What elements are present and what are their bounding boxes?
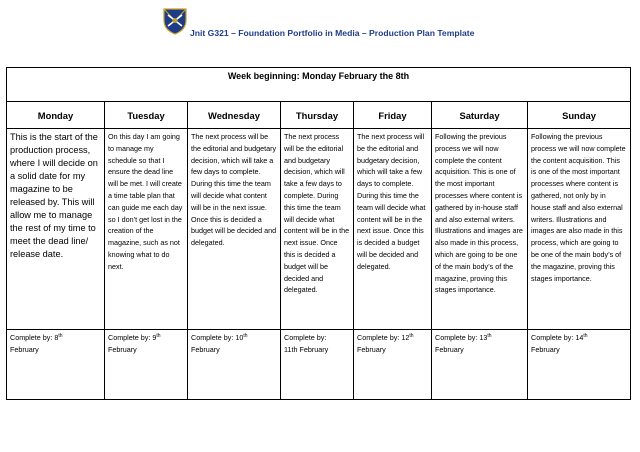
saturday-complete-by <box>432 330 528 400</box>
complete-by-month: February <box>108 344 137 354</box>
day-header-friday: Friday <box>354 102 432 129</box>
day-header-saturday: Saturday <box>432 102 528 129</box>
saturday-description: Following the previous process we will now complete the content acquisition. This is one of the most important processes where content is gathered by in-house staff and also external writers. Illustrations and images are also made in this process, which are going to be one of the main body’s of the magazine, proving this stages importance. <box>432 129 528 330</box>
complete-by-month: 11th February <box>284 344 329 354</box>
complete-by-month: February <box>435 344 464 354</box>
complete-by-label: Complete by: 12 <box>357 333 410 342</box>
day-header-tuesday: Tuesday <box>105 102 188 129</box>
wednesday-description: The next process will be the editorial and budgetary decision, which will take a few days to complete. During this time the team will decide what content will be in the next issue. Once this is decided a budget will be decided and delegated. <box>188 129 281 330</box>
complete-by-month: February <box>10 344 39 354</box>
ordinal-suffix: th <box>409 333 414 339</box>
complete-by-label: Complete by: 14 <box>531 333 584 342</box>
sunday-complete-by <box>528 330 631 400</box>
tuesday-complete-by <box>105 330 188 400</box>
complete-by-label: Complete by: <box>284 333 327 342</box>
monday-complete-by <box>7 330 105 400</box>
complete-by-label: Complete by: 13 <box>435 333 488 342</box>
complete-by-label: Complete by: 8 <box>10 333 59 342</box>
school-crest-icon <box>160 6 190 36</box>
week-beginning-cell: Week beginning: Monday February the 8th <box>7 68 631 102</box>
day-header-sunday: Sunday <box>528 102 631 129</box>
tuesday-description: On this day I am going to manage my schedule so that I ensure the dead line will be met. I will create a time table plan that can guide me each day so I don’t get lost in the creation of the magazine, such as not knowing what to do next. <box>105 129 188 330</box>
complete-by-label: Complete by: 10 <box>191 333 244 342</box>
ordinal-suffix: th <box>487 333 492 339</box>
thursday-description: The next process will be the editorial and budgetary decision, which will take a few days to complete. During this time the team will decide what content will be in the next issue. Once this is decided a budget will be decided and delegated. <box>281 129 354 330</box>
ordinal-suffix: th <box>243 333 248 339</box>
production-plan-table <box>6 67 631 400</box>
day-header-monday: Monday <box>7 102 105 129</box>
friday-complete-by <box>354 330 432 400</box>
day-header-wednesday: Wednesday <box>188 102 281 129</box>
complete-by-month: February <box>531 344 560 354</box>
day-header-thursday: Thursday <box>281 102 354 129</box>
ordinal-suffix: th <box>156 333 161 339</box>
complete-by-label: Complete by: 9 <box>108 333 157 342</box>
ordinal-suffix: th <box>58 333 63 339</box>
monday-description: This is the start of the production process, where I will decide on a solid date for my magazine to be released by. This will allow me to manage the rest of my time to meet the dead line/ release date. <box>7 129 105 330</box>
thursday-complete-by <box>281 330 354 400</box>
complete-by-month: February <box>191 344 220 354</box>
ordinal-suffix: th <box>583 333 588 339</box>
complete-by-month: February <box>357 344 386 354</box>
page-title: Jnit G321 – Foundation Portfolio in Media – Production Plan Template <box>190 28 475 38</box>
wednesday-complete-by <box>188 330 281 400</box>
friday-description: The next process will be the editorial and budgetary decision, which will take a few days to complete. During this time the team will decide what content will be in the next issue. Once this is decided a budget will be decided and delegated. <box>354 129 432 330</box>
sunday-description: Following the previous process we will now complete the content acquisition. This is one of the most important processes where content is gathered, not only by in house staff and also external writers. Illustrations and images are also made in this process, which are going to be one of the main body’s of the magazine, proving this stages importance. <box>528 129 631 330</box>
